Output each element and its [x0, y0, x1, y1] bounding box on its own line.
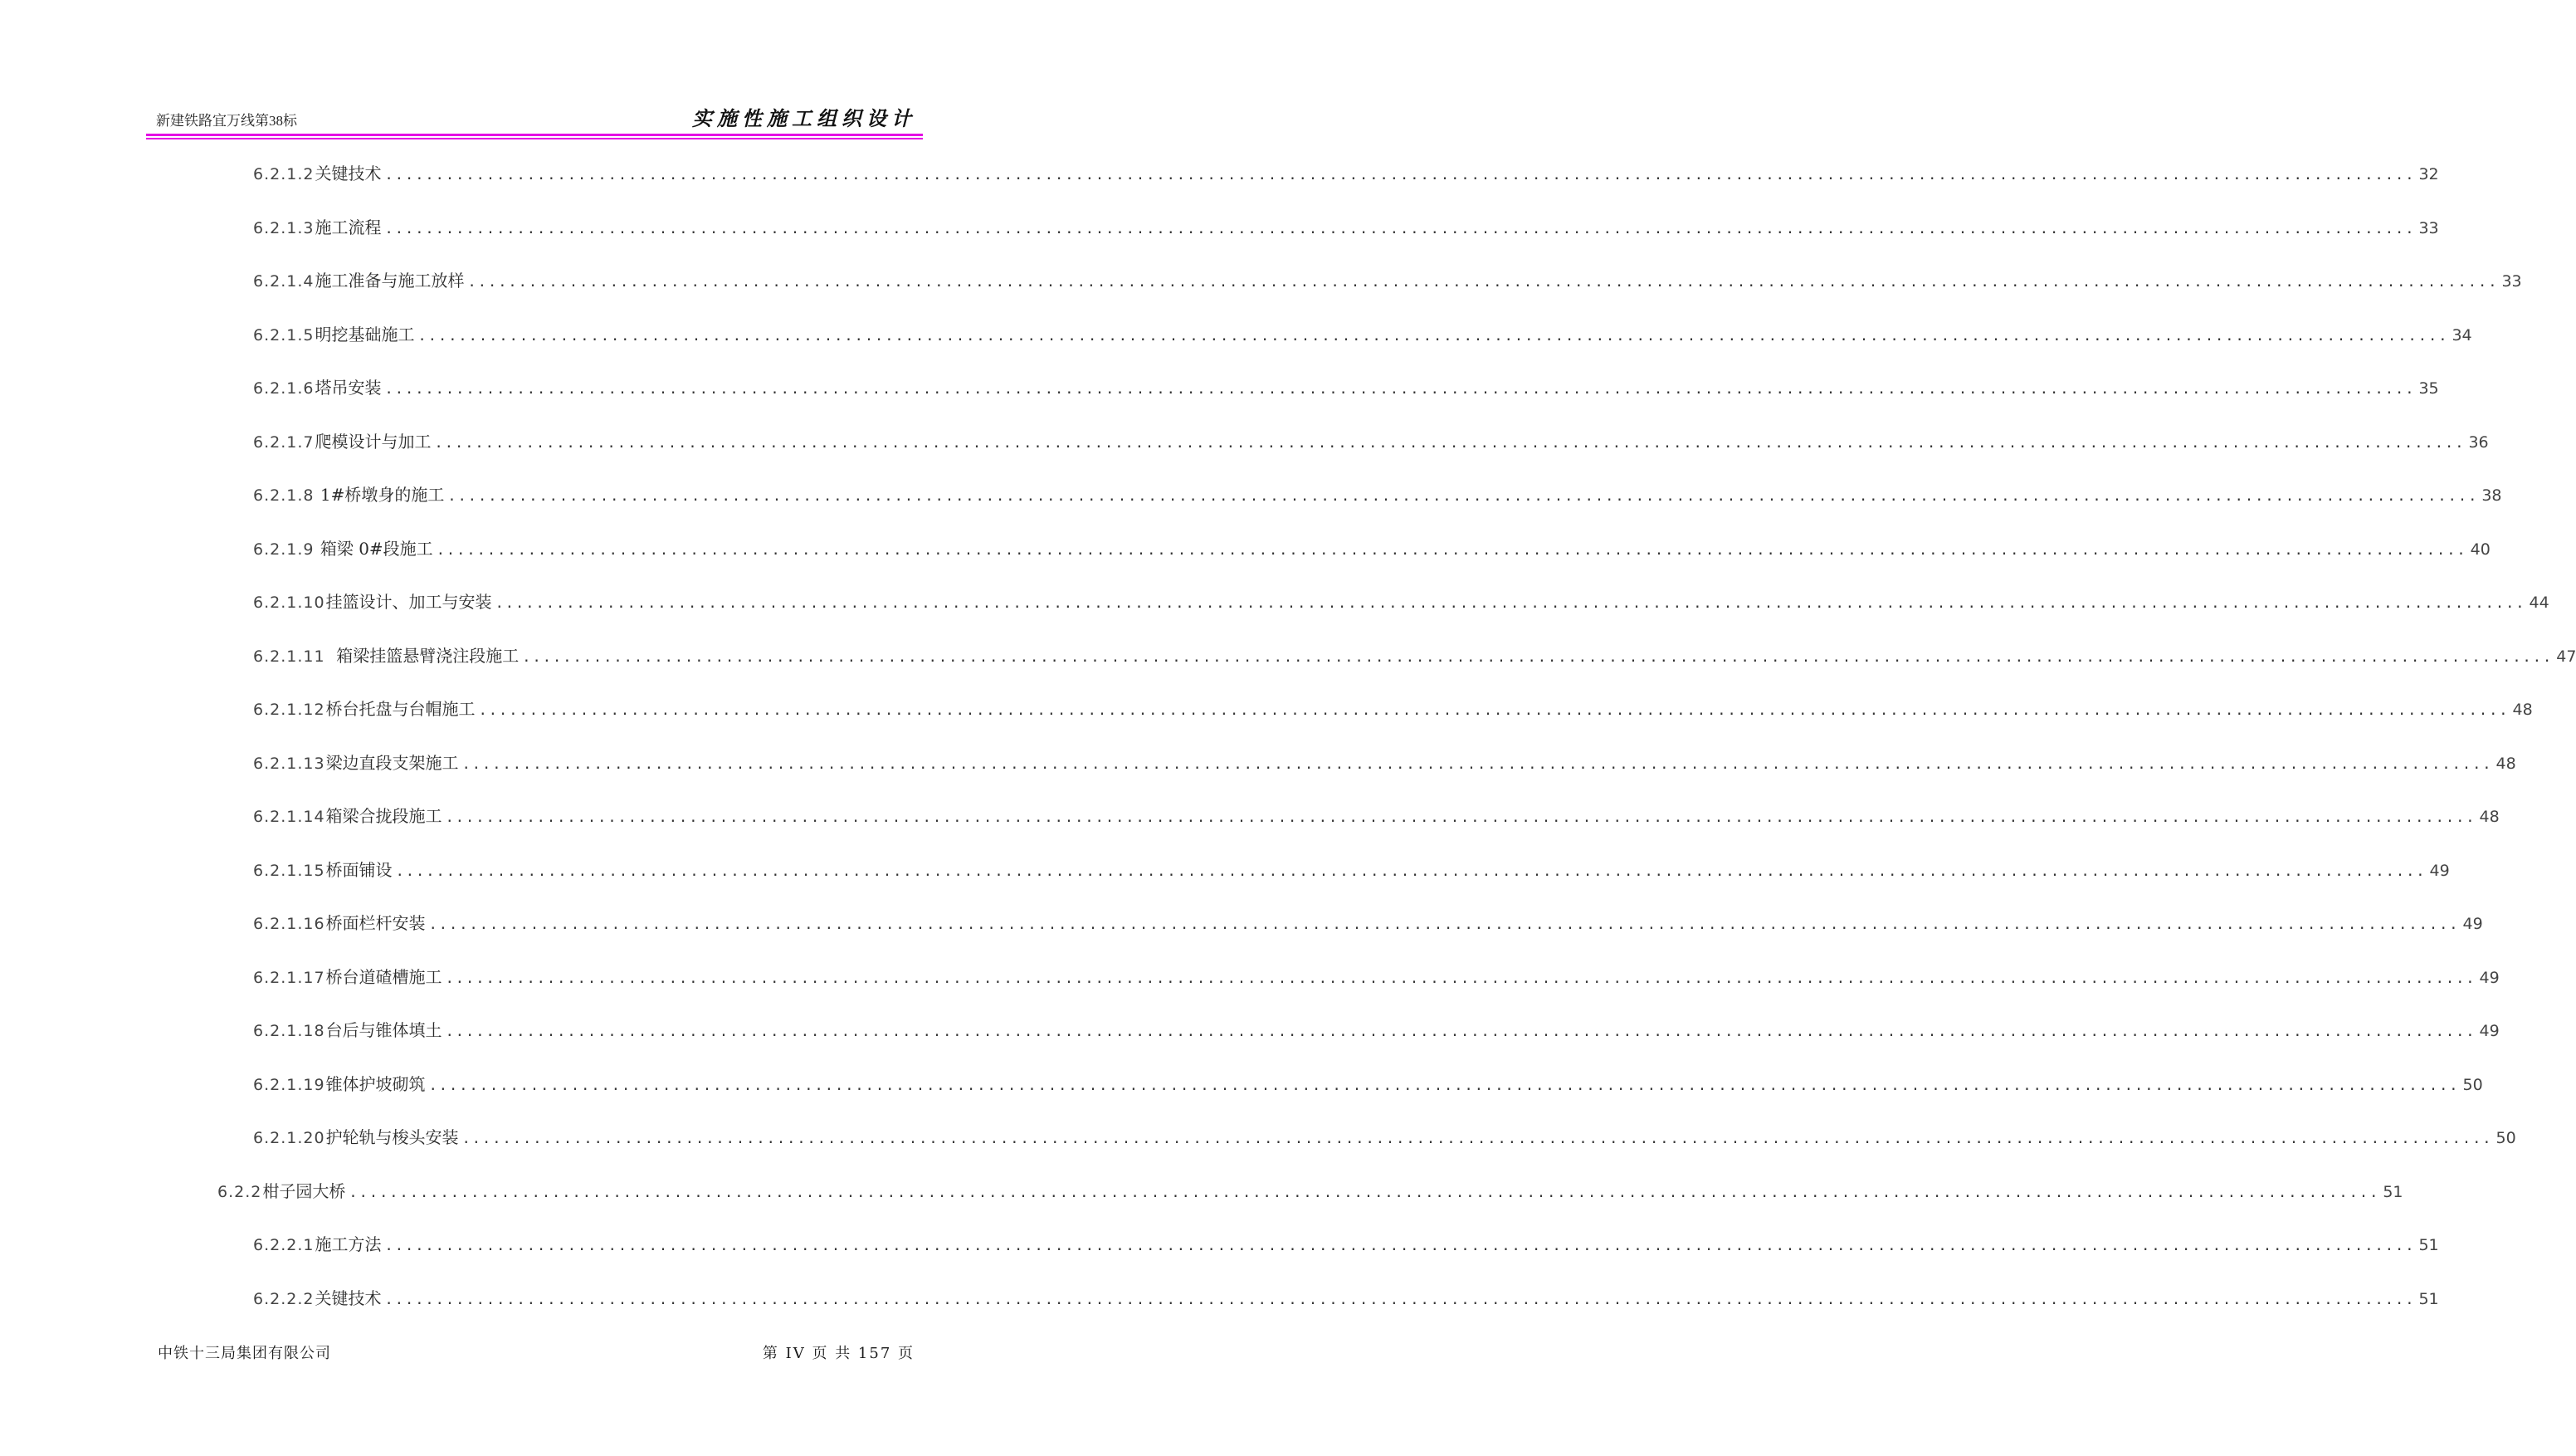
toc-entry-title: 关键技术 — [315, 164, 382, 183]
toc-entry-number: 6.2.1.9 — [253, 540, 315, 559]
toc-entry-page: 49 — [2462, 915, 2483, 933]
toc-entry[interactable] — [253, 804, 2500, 828]
toc-entry-number: 6.2.1.20 — [253, 1129, 325, 1147]
toc-entry-page: 49 — [2479, 969, 2500, 987]
toc-entry-number: 6.2.1.11 — [253, 647, 325, 666]
toc-dot-leader: ........................................................................................................................................................................................................ — [467, 274, 2499, 291]
toc-entry-title: 桥面铺设 — [325, 860, 393, 880]
toc-entry-number: 6.2.1.13 — [253, 755, 325, 773]
toc-entry-page: 40 — [2470, 540, 2491, 559]
toc-entry-title: 挂篮设计、加工与安装 — [325, 592, 492, 612]
toc-entry[interactable] — [253, 911, 2483, 936]
toc-dot-leader: ........................................................................................................................................................................................................ — [495, 595, 2526, 612]
toc-entry-page: 50 — [2496, 1129, 2516, 1147]
toc-entry-number: 6.2.1.4 — [253, 272, 315, 291]
toc-entry-title: 箱梁挂篮悬臂浇注段施工 — [325, 646, 520, 666]
toc-dot-leader: ........................................................................................................................................................................................................ — [445, 970, 2476, 987]
page-header — [146, 98, 923, 139]
toc-entry[interactable] — [253, 696, 2533, 721]
toc-dot-leader: ........................................................................................................................................................................................................ — [384, 221, 2416, 237]
header-rule-lower — [146, 138, 923, 139]
toc-entry-number: 6.2.1.8 — [253, 486, 315, 505]
toc-dot-leader: ........................................................................................................................................................................................................ — [428, 1077, 2460, 1094]
toc-entry[interactable] — [253, 268, 2522, 293]
toc-entry-title: 箱梁合拢段施工 — [325, 806, 442, 826]
toc-entry-title: 桥台道碴槽施工 — [325, 967, 442, 987]
toc-entry[interactable] — [253, 1072, 2483, 1097]
toc-entry[interactable] — [253, 589, 2549, 614]
toc-entry-number: 6.2.1.17 — [253, 969, 325, 987]
toc-entry-number: 6.2.1.10 — [253, 594, 325, 612]
toc-entry-page: 34 — [2452, 326, 2472, 344]
toc-dot-leader: ........................................................................................................................................................................................................ — [349, 1185, 2380, 1201]
toc-entry-title: 关键技术 — [315, 1288, 382, 1308]
toc-entry-page: 49 — [2479, 1022, 2500, 1040]
toc-entry-number: 6.2.1.16 — [253, 915, 325, 933]
toc-dot-leader: ........................................................................................................................................................................................................ — [478, 702, 2510, 719]
toc-entry-title: 明挖基础施工 — [315, 325, 415, 344]
toc-entry-title: 施工流程 — [315, 217, 382, 237]
toc-dot-leader: ........................................................................................................................................................................................................ — [384, 1238, 2416, 1254]
toc-entry-title: 桥面栏杆安装 — [325, 913, 426, 933]
toc-entry-page: 47 — [2556, 647, 2576, 666]
toc-entry-title: 施工准备与施工放样 — [315, 271, 465, 291]
toc-entry-title: 锥体护坡砌筑 — [325, 1074, 426, 1094]
toc-entry-number: 6.2.1.7 — [253, 433, 315, 452]
toc-dot-leader: ........................................................................................................................................................................................................ — [436, 542, 2467, 559]
toc-entry[interactable] — [217, 1179, 2403, 1204]
toc-entry-title: 爬模设计与加工 — [315, 432, 432, 452]
toc-entry-page: 51 — [2418, 1290, 2439, 1308]
toc-entry-number: 6.2.1.15 — [253, 862, 325, 880]
toc-dot-leader: ........................................................................................................................................................................................................ — [461, 756, 2493, 773]
toc-entry-number: 6.2.1.3 — [253, 219, 315, 237]
footer-page-info: 第 IV 页 共 157 页 — [762, 1345, 915, 1362]
toc-entry-page: 36 — [2468, 433, 2489, 452]
toc-entry-title: 箱梁 0#段施工 — [315, 539, 433, 559]
toc-entry-number: 6.2.1.14 — [253, 808, 325, 826]
toc-entry[interactable] — [253, 322, 2472, 347]
toc-entry-page: 35 — [2418, 379, 2439, 398]
toc-dot-leader: ........................................................................................................................................................................................................ — [447, 488, 2479, 505]
toc-entry-page: 48 — [2479, 808, 2500, 826]
toc-entry-page: 33 — [2418, 219, 2439, 237]
toc-entry-title: 桥台托盘与台帽施工 — [325, 699, 476, 719]
header-rule — [146, 134, 923, 136]
toc-entry-page: 44 — [2529, 594, 2549, 612]
toc-entry-title: 护轮轨与梭头安装 — [325, 1127, 459, 1147]
toc-entry[interactable] — [253, 536, 2491, 561]
toc-entry[interactable] — [253, 1286, 2439, 1311]
toc-entry-number: 6.2.1.19 — [253, 1076, 325, 1094]
header-project-name: 新建铁路宜万线第38标 — [156, 113, 297, 129]
toc-entry-number: 6.2.1.5 — [253, 326, 315, 344]
header-document-title: 实施性施工组织设计 — [692, 106, 916, 130]
toc-entry[interactable] — [253, 857, 2450, 882]
toc-entry[interactable] — [253, 429, 2489, 454]
toc-dot-leader: ........................................................................................................................................................................................................ — [522, 649, 2554, 666]
toc-entry[interactable] — [253, 965, 2500, 989]
toc-entry-number: 6.2.1.2 — [253, 165, 315, 183]
toc-entry-title: 台后与锥体填土 — [325, 1020, 442, 1040]
toc-entry-page: 49 — [2429, 862, 2450, 880]
toc-entry-page: 48 — [2512, 701, 2533, 719]
page-footer — [158, 1341, 921, 1366]
toc-entry-number: 6.2.1.18 — [253, 1022, 325, 1040]
toc-entry-number: 6.2.2.2 — [253, 1290, 315, 1308]
toc-entry-title: 塔吊安装 — [315, 378, 382, 398]
toc-entry[interactable] — [253, 643, 2576, 668]
toc-entry-page: 38 — [2481, 486, 2502, 505]
toc-entry[interactable] — [253, 375, 2439, 400]
toc-entry-number: 6.2.2 — [217, 1183, 262, 1201]
toc-entry-title: 1#桥墩身的施工 — [315, 485, 445, 505]
toc-entry[interactable] — [253, 1018, 2500, 1043]
toc-entry-page: 48 — [2496, 755, 2516, 773]
toc-entry-page: 32 — [2418, 165, 2439, 183]
toc-entry-number: 6.2.1.6 — [253, 379, 315, 398]
toc-entry[interactable] — [253, 215, 2439, 240]
toc-entry-title: 梁边直段支架施工 — [325, 753, 459, 773]
toc-entry-page: 51 — [2418, 1236, 2439, 1254]
toc-entry-title: 施工方法 — [315, 1234, 382, 1254]
toc-dot-leader: ........................................................................................................................................................................................................ — [445, 1024, 2476, 1040]
toc-dot-leader: ........................................................................................................................................................................................................ — [428, 916, 2460, 933]
toc-entry[interactable] — [253, 161, 2439, 186]
toc-entry[interactable] — [253, 482, 2502, 507]
toc-entry-number: 6.2.1.12 — [253, 701, 325, 719]
toc-entry-number: 6.2.2.1 — [253, 1236, 315, 1254]
toc-dot-leader: ........................................................................................................................................................................................................ — [395, 863, 2427, 880]
toc-dot-leader: ........................................................................................................................................................................................................ — [417, 328, 2449, 344]
toc-dot-leader: ........................................................................................................................................................................................................ — [384, 1292, 2416, 1308]
toc-dot-leader: ........................................................................................................................................................................................................ — [384, 167, 2416, 183]
toc-entry[interactable] — [253, 750, 2516, 775]
footer-company: 中铁十三局集团有限公司 — [158, 1345, 331, 1362]
toc-dot-leader: ........................................................................................................................................................................................................ — [445, 809, 2476, 826]
toc-entry-page: 51 — [2383, 1183, 2403, 1201]
toc-entry-page: 33 — [2501, 272, 2522, 291]
toc-entry[interactable] — [253, 1125, 2516, 1150]
toc-entry[interactable] — [253, 1232, 2439, 1257]
toc-dot-leader: ........................................................................................................................................................................................................ — [434, 435, 2466, 452]
toc-entry-title: 柑子园大桥 — [262, 1181, 346, 1201]
toc-entry-page: 50 — [2462, 1076, 2483, 1094]
toc-dot-leader: ........................................................................................................................................................................................................ — [384, 381, 2416, 398]
toc-dot-leader: ........................................................................................................................................................................................................ — [461, 1131, 2493, 1147]
